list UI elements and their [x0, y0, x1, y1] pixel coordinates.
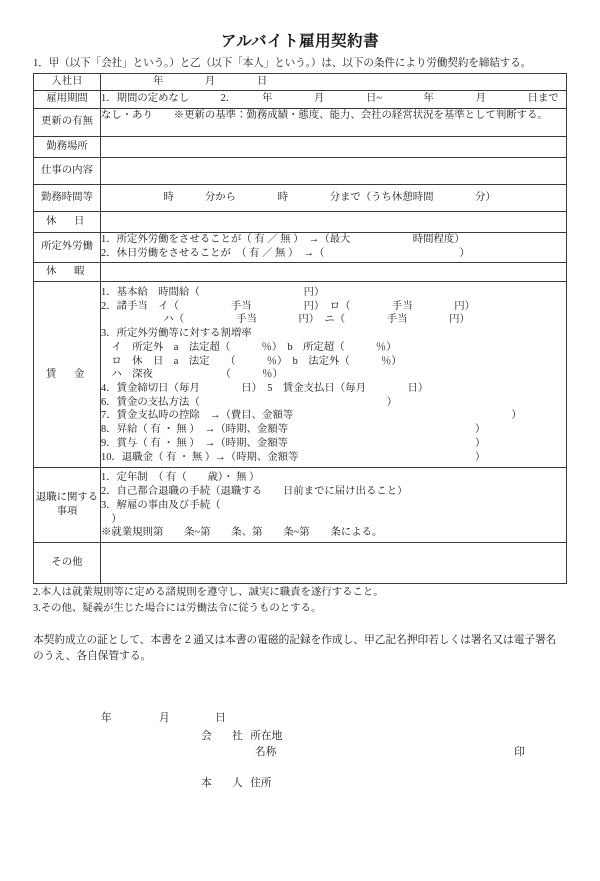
row-line: 10．退職金（ 有 ・ 無 ）→（時期、金額等 ）	[101, 451, 486, 463]
row-line: 1．基本給 時間給（ 円）	[101, 286, 325, 298]
row-line: 1．定年制 （ 有（ 歳）・ 無 ）	[101, 472, 260, 484]
intro-clause: 1．甲（以下「会社」という。）と乙（以下「本人」という。）は、以下の条件により労働契約を締結する。	[33, 57, 532, 69]
row-line: 年 月 日	[101, 75, 268, 87]
company-name-row	[33, 744, 567, 759]
company-name-label: 名称	[255, 746, 277, 759]
closing-paragraph: 本契約成立の証として、本書を２通又は本書の電磁的記録を作成し、甲乙記名押印若しくは署名又は電子署名のうえ、各自保管する。	[33, 634, 557, 663]
contract-table	[33, 73, 567, 584]
contract-page	[0, 32, 600, 881]
row-label: 退職に関する事項	[34, 468, 101, 543]
row-value[interactable]	[101, 184, 567, 211]
signature-block	[33, 710, 567, 790]
row-label: 休 日	[34, 211, 101, 232]
note-line: 2.本人は就業規則等に定める諸規則を遵守し、誠実に職責を遂行すること。	[33, 587, 384, 599]
row-line: 2．自己都合退職の手続（退職する 日前までに届け出ること）	[101, 486, 408, 498]
row-value[interactable]	[101, 90, 567, 108]
row-line: 3．解雇の事由及び手続（	[101, 499, 221, 511]
date-year-label: 年	[101, 712, 112, 725]
row-label-text: 更新の有無	[41, 116, 93, 128]
row-line: 1．期間の定めなし 2． 年 月 日~ 年 月 日まで	[101, 93, 559, 105]
row-value[interactable]	[101, 73, 567, 90]
row-label	[34, 108, 101, 136]
row-label: 仕事の内容	[34, 157, 101, 184]
row-line: 3．所定外労働等に対する割増率	[101, 328, 252, 340]
row-line: 7．賃金支払時の控除 →（費目、金額等 ）	[101, 410, 522, 422]
seal-label: 印	[514, 746, 525, 759]
row-line: 時 分から 時 分まで（うち休憩時間 分）	[101, 191, 496, 203]
person-label: 本 人	[201, 777, 248, 790]
row-line: 6．賃金の支払方法（ ）	[101, 396, 398, 408]
row-label: 雇用期間	[34, 90, 101, 108]
row-line: 2．休日労働をさせることが （ 有 ／ 無 ） →（ ）	[101, 247, 470, 259]
row-value[interactable]	[101, 232, 567, 262]
row-label: 賃 金	[34, 281, 101, 468]
row-line: ハ（ 手当 円） ニ（ 手当 円）	[101, 314, 470, 326]
row-label: その他	[34, 543, 101, 584]
row-line: ）	[101, 513, 122, 525]
row-value[interactable]	[101, 157, 567, 184]
table-row	[34, 108, 567, 136]
table-row	[34, 157, 567, 184]
row-value[interactable]	[101, 468, 567, 543]
row-line-spread	[101, 499, 566, 513]
table-row	[34, 184, 567, 211]
page-title: アルバイト雇用契約書	[220, 32, 380, 50]
row-value[interactable]	[101, 136, 567, 157]
row-label: 入社日	[34, 73, 101, 90]
row-line: ロ 休 日 a 法定 （ ％） b 法定外（ ％）	[101, 355, 402, 367]
row-line: ※就業規則第 条~第 条、第 条~第 条による。	[101, 527, 383, 539]
company-address-row	[33, 728, 567, 743]
row-value[interactable]	[101, 108, 567, 136]
row-value[interactable]	[101, 262, 567, 281]
row-line: イ 所定外 a 法定超（ ％） b 所定超（ ％）	[101, 341, 397, 353]
table-row	[34, 136, 567, 157]
note-line: 3.その他、疑義が生じた場合には労働法令に従うものとする。	[33, 603, 322, 615]
row-line: ハ 深夜 （ ％）	[101, 369, 283, 381]
row-line: なし・あり ※更新の基準：勤務成績・態度、能力、会社の経営状況を基準として判断する。	[101, 109, 548, 121]
row-value[interactable]	[101, 281, 567, 468]
row-line: 4．賃金締切日（毎月 日） 5 賃金支払日（毎月 日）	[101, 382, 429, 394]
row-line: 1．所定外労働をさせることが（ 有 ／ 無 ） →（最大 時間程度）	[101, 233, 465, 245]
table-row	[34, 73, 567, 90]
table-row	[34, 211, 567, 232]
table-row	[34, 90, 567, 108]
row-line: 9．賞与（ 有 ・ 無 ） →（時期、金額等 ）	[101, 437, 486, 449]
table-row	[34, 281, 567, 468]
table-row	[34, 543, 567, 584]
company-label: 会 社	[201, 730, 248, 743]
table-row	[34, 262, 567, 281]
row-line: 2．諸手当 イ（ 手当 円） ロ（ 手当 円）	[101, 300, 476, 312]
person-address-row	[33, 775, 567, 790]
signature-date	[33, 710, 567, 725]
table-row	[34, 232, 567, 262]
date-day-label: 日	[215, 712, 226, 725]
row-label: 勤務時間等	[34, 184, 101, 211]
row-label: 休 暇	[34, 262, 101, 281]
date-month-label: 月	[159, 712, 170, 725]
row-line: 8．昇給（ 有 ・ 無 ） →（時期、金額等 ）	[101, 424, 486, 436]
row-value[interactable]	[101, 543, 567, 584]
row-value[interactable]	[101, 211, 567, 232]
person-address-label: 住所	[250, 777, 272, 790]
row-label: 所定外労働	[34, 232, 101, 262]
company-address-label: 所在地	[250, 730, 283, 743]
table-row	[34, 468, 567, 543]
row-label: 勤務場所	[34, 136, 101, 157]
